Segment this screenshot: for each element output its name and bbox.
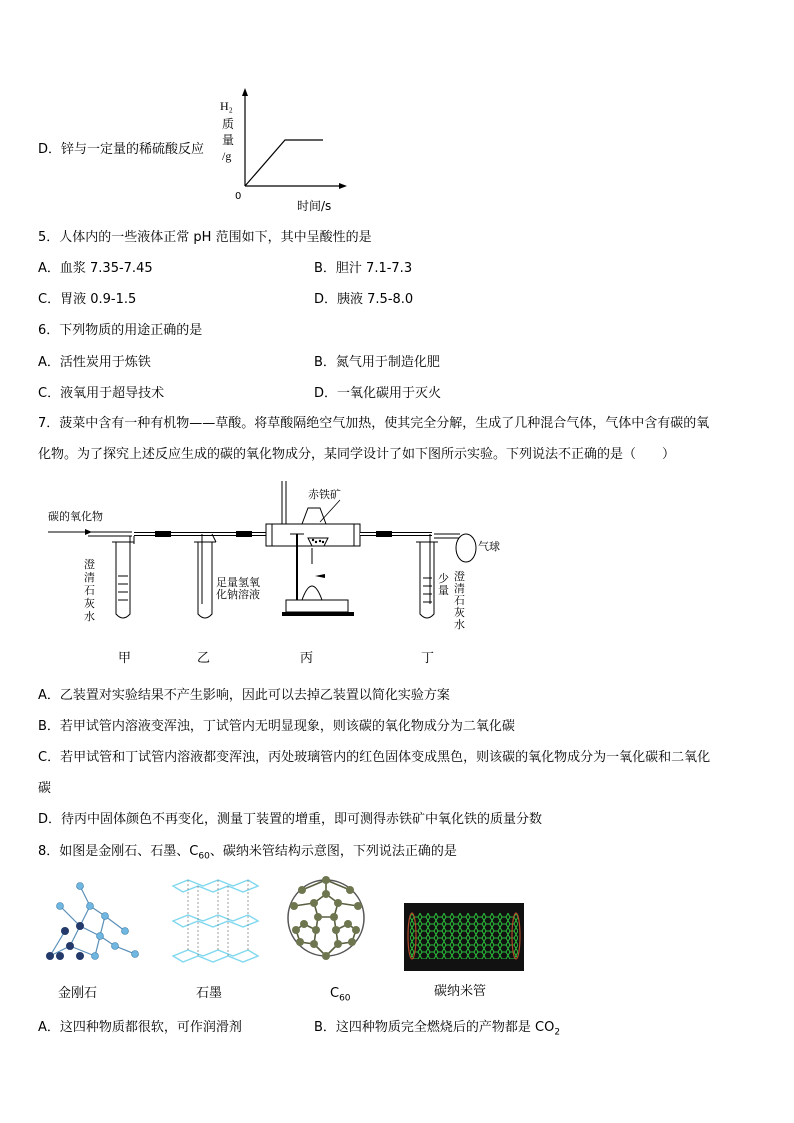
graphite-structure-image: [168, 876, 263, 966]
nanotube-structure-image: [404, 903, 524, 971]
q7-option-b: B．若甲试管内溶液变浑浊，丁试管内无明显现象，则该碳的氧化物成分为二氧化碳: [38, 719, 515, 734]
inlet-label: 碳的氧化物: [48, 510, 103, 523]
tube-jia: [112, 536, 134, 618]
q6-stem: 6．下列物质的用途正确的是: [38, 323, 203, 338]
q5-option-a: A．血浆 7.35-7.45: [38, 261, 153, 276]
graph-y-arrow: [242, 88, 248, 96]
yi-liquid-1: 足量氢氧: [216, 576, 260, 589]
q6-option-d: D．一氧化碳用于灭火: [314, 386, 442, 401]
q7-option-c: C．若甲试管和丁试管内溶液都变浑浊，丙处玻璃管内的红色固体变成黑色，则该碳的氧化物成分为一氧化碳和二氧化: [38, 750, 711, 765]
q7-apparatus-diagram: [40, 476, 510, 670]
graph-y-label-2: 量: [222, 133, 235, 147]
q5-stem: 5．人体内的一些液体正常 pH 范围如下，其中呈酸性的是: [38, 230, 372, 245]
tube-yi: [190, 534, 216, 618]
graph-y-label-3: /g: [222, 149, 232, 163]
h2-mass-time-graph: [215, 86, 355, 216]
q7-option-d: D．待丙中固体颜色不再变化，测量丁装置的增重，即可测得赤铁矿中氧化铁的质量分数: [38, 812, 543, 827]
jia-liquid-3: 石: [84, 584, 95, 597]
graph-curve: [245, 140, 323, 186]
q5-option-d: D．胰液 7.5-8.0: [314, 292, 414, 307]
balloon: [456, 534, 476, 562]
ding-liquid-a2: 量: [438, 584, 449, 597]
ding-liquid-b3: 石: [454, 594, 465, 607]
ding-liquid-b2: 清: [454, 582, 465, 595]
q8-option-a: A．这四种物质都很软，可作润滑剂: [38, 1020, 242, 1035]
q5-option-c: C．胃液 0.9-1.5: [38, 292, 137, 307]
graph-y-label-1: 质: [222, 117, 235, 131]
label-graphite: 石墨: [196, 986, 223, 1001]
q6-option-b: B．氮气用于制造化肥: [314, 355, 440, 370]
jia-liquid-2: 清: [84, 571, 95, 584]
q5-option-b: B．胆汁 7.1-7.3: [314, 261, 413, 276]
name-bing: 丙: [300, 651, 314, 666]
q7-option-a: A．乙装置对实验结果不产生影响，因此可以去掉乙装置以简化实验方案: [38, 688, 450, 703]
graph-x-label: 时间/s: [297, 199, 332, 213]
jia-liquid-4: 灰: [84, 597, 95, 610]
q7-stem-line2: 化物。为了探究上述反应生成的碳的氧化物成分，某同学设计了如下图所示实验。下列说法不正确的是（ ）: [38, 447, 676, 462]
graph-y-label-h2: H₂: [220, 99, 233, 113]
combustion-tube: [266, 481, 360, 616]
name-yi: 乙: [197, 651, 211, 666]
jia-liquid-1: 澄: [84, 558, 95, 571]
q8-stem: 8．如图是金刚石、石墨、$C_{60}$、碳纳米管结构示意图，下列说法正确的是: [38, 844, 457, 862]
name-jia: 甲: [118, 651, 132, 666]
ore-label: 赤铁矿: [308, 488, 341, 501]
q8-option-b: B．这四种物质完全燃烧后的产物都是 $CO_2$: [314, 1020, 561, 1038]
q7-option-c-cont: 碳: [38, 781, 52, 796]
c60-structure-image: [284, 872, 368, 964]
q4-option-d: D．锌与一定量的稀硫酸反应: [38, 142, 205, 157]
q6-option-a: A．活性炭用于炼铁: [38, 355, 151, 370]
label-diamond: 金刚石: [58, 986, 98, 1001]
yi-liquid-2: 化钠溶液: [216, 588, 260, 601]
graph-x-arrow: [339, 183, 347, 189]
balloon-label: 气球: [478, 540, 500, 553]
name-ding: 丁: [421, 651, 435, 666]
label-c60: $C_{60}$: [330, 986, 351, 1004]
ding-liquid-b1: 澄: [454, 570, 465, 583]
q6-option-c: C．液氧用于超导技术: [38, 386, 165, 401]
ding-liquid-b5: 水: [454, 618, 465, 631]
diamond-structure-image: [40, 876, 140, 966]
graph-origin: 0: [235, 191, 242, 202]
ding-liquid-b4: 灰: [454, 606, 465, 619]
ding-liquid-a1: 少: [438, 572, 449, 585]
jia-liquid-5: 水: [84, 610, 95, 623]
q7-stem-line1: 7．菠菜中含有一种有机物——草酸。将草酸隔绝空气加热，使其完全分解，生成了几种混合气体，气体中含有碳的氧: [38, 416, 710, 431]
label-nanotube: 碳纳米管: [434, 984, 487, 999]
